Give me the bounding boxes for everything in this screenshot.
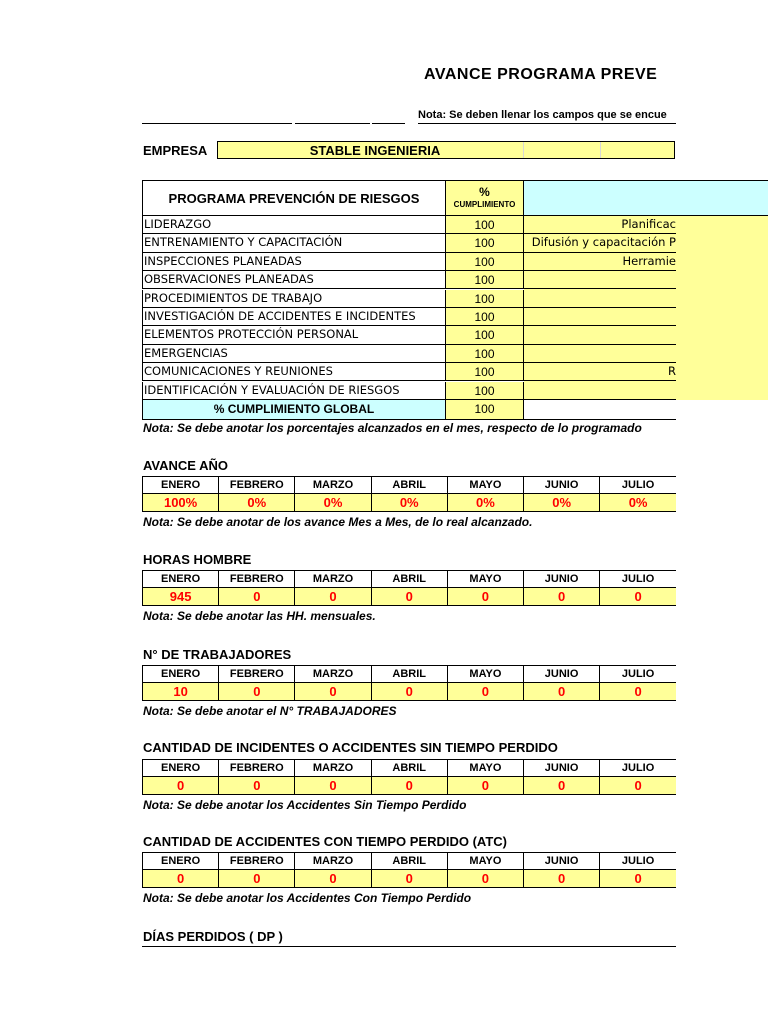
- horas-note: Nota: Se debe anotar las HH. mensuales.: [143, 609, 376, 623]
- avance-table: [142, 476, 676, 512]
- month-header-junio: JUNIO: [524, 477, 600, 494]
- month-header-mayo: MAYO: [447, 666, 523, 683]
- programa-row-description: R: [524, 363, 676, 381]
- month-header-enero: ENERO: [143, 666, 219, 683]
- month-value-row: [143, 777, 677, 795]
- atc-value-abril[interactable]: 0: [371, 870, 447, 888]
- atc-note: Nota: Se debe anotar los Accidentes Con Tiempo Perdido: [143, 891, 472, 905]
- programa-row-value[interactable]: 100: [446, 382, 524, 400]
- programa-row: [142, 308, 676, 326]
- avance-value-marzo[interactable]: 0%: [295, 494, 371, 512]
- month-header-enero: ENERO: [143, 760, 219, 777]
- programa-row-label: PROCEDIMIENTOS DE TRABAJO: [142, 290, 446, 308]
- month-header-mayo: MAYO: [447, 477, 523, 494]
- programa-row-description: [524, 271, 676, 289]
- top-note: Nota: Se deben llenar los campos que se encue: [418, 109, 667, 121]
- month-header-junio: JUNIO: [524, 666, 600, 683]
- horas-value-julio[interactable]: 0: [600, 588, 676, 606]
- trabajadores-table: [142, 665, 676, 701]
- cumplimiento-header: % CUMPLIMIENTO: [446, 180, 524, 216]
- month-header-row: [143, 760, 677, 777]
- month-header-row: [143, 853, 677, 870]
- month-header-junio: JUNIO: [524, 853, 600, 870]
- programa-row-value[interactable]: 100: [446, 363, 524, 381]
- month-value-row: [143, 870, 677, 888]
- month-header-mayo: MAYO: [447, 760, 523, 777]
- horas-table: [142, 570, 676, 606]
- avance-value-mayo[interactable]: 0%: [447, 494, 523, 512]
- month-header-marzo: MARZO: [295, 477, 371, 494]
- month-header-abril: ABRIL: [371, 477, 447, 494]
- incidentes-title: CANTIDAD DE INCIDENTES O ACCIDENTES SIN TIEMPO PERDIDO: [143, 740, 558, 755]
- programa-row-description: Difusión y capacitación P: [524, 234, 676, 252]
- month-header-abril: ABRIL: [371, 571, 447, 588]
- header-rule: [142, 123, 292, 124]
- programa-row-value[interactable]: 100: [446, 216, 524, 234]
- month-header-marzo: MARZO: [295, 666, 371, 683]
- month-header-junio: JUNIO: [524, 571, 600, 588]
- programa-row: [142, 290, 676, 308]
- empresa-label: EMPRESA: [143, 143, 208, 158]
- horas-value-abril[interactable]: 0: [371, 588, 447, 606]
- avance-title: AVANCE AÑO: [143, 458, 228, 473]
- trabajadores-note: Nota: Se debe anotar el N° TRABAJADORES: [143, 704, 397, 718]
- incidentes-value-julio[interactable]: 0: [600, 777, 676, 795]
- programa-row-description: [524, 290, 676, 308]
- month-header-marzo: MARZO: [295, 760, 371, 777]
- month-header-mayo: MAYO: [447, 571, 523, 588]
- month-value-row: [143, 494, 677, 512]
- dias-rule: [142, 946, 676, 947]
- horas-value-mayo[interactable]: 0: [447, 588, 523, 606]
- programa-row: [142, 234, 676, 252]
- month-header-row: [143, 666, 677, 683]
- programa-row-label: ENTRENAMIENTO Y CAPACITACIÓN: [142, 234, 446, 252]
- month-header-julio: JULIO: [600, 666, 676, 683]
- month-header-marzo: MARZO: [295, 853, 371, 870]
- programa-row: [142, 326, 676, 344]
- atc-value-marzo[interactable]: 0: [295, 870, 371, 888]
- horas-value-enero[interactable]: 945: [143, 588, 219, 606]
- horas-value-marzo[interactable]: 0: [295, 588, 371, 606]
- incidentes-value-junio[interactable]: 0: [524, 777, 600, 795]
- programa-row: [142, 382, 676, 400]
- avance-note: Nota: Se debe anotar de los avance Mes a Mes, de lo real alcanzado.: [143, 515, 533, 529]
- programa-row-label: EMERGENCIAS: [142, 345, 446, 363]
- incidentes-value-abril[interactable]: 0: [371, 777, 447, 795]
- avance-value-julio[interactable]: 0%: [600, 494, 676, 512]
- trabajadores-value-julio[interactable]: 0: [600, 683, 676, 701]
- programa-row-description: [524, 345, 676, 363]
- global-label: % CUMPLIMIENTO GLOBAL: [142, 400, 446, 420]
- programa-row-label: INSPECCIONES PLANEADAS: [142, 253, 446, 271]
- month-header-marzo: MARZO: [295, 571, 371, 588]
- incidentes-table: [142, 759, 676, 795]
- programa-header: PROGRAMA PREVENCIÓN DE RIESGOS: [142, 180, 446, 216]
- trabajadores-value-marzo[interactable]: 0: [295, 683, 371, 701]
- atc-title: CANTIDAD DE ACCIDENTES CON TIEMPO PERDIDO (ATC): [143, 834, 507, 849]
- avance-value-enero[interactable]: 100%: [143, 494, 219, 512]
- global-description: [524, 400, 676, 420]
- programa-note: Nota: Se debe anotar los porcentajes alcanzados en el mes, respecto de lo programado: [143, 421, 642, 435]
- month-header-febrero: FEBRERO: [219, 760, 295, 777]
- month-header-abril: ABRIL: [371, 853, 447, 870]
- programa-row-value[interactable]: 100: [446, 253, 524, 271]
- atc-value-junio[interactable]: 0: [524, 870, 600, 888]
- page-title: AVANCE PROGRAMA PREVE: [424, 66, 658, 83]
- programa-row: [142, 363, 676, 381]
- horas-value-febrero[interactable]: 0: [219, 588, 295, 606]
- programa-row: [142, 216, 676, 234]
- trabajadores-value-mayo[interactable]: 0: [447, 683, 523, 701]
- month-header-febrero: FEBRERO: [219, 853, 295, 870]
- empresa-value: STABLE INGENIERIA: [309, 143, 441, 158]
- programa-row-description: [524, 308, 676, 326]
- month-header-julio: JULIO: [600, 853, 676, 870]
- header-rule: [295, 123, 370, 124]
- programa-row-description: Planificac: [524, 216, 676, 234]
- month-header-enero: ENERO: [143, 853, 219, 870]
- programa-row-label: ELEMENTOS PROTECCIÓN PERSONAL: [142, 326, 446, 344]
- month-header-febrero: FEBRERO: [219, 477, 295, 494]
- horas-value-junio[interactable]: 0: [524, 588, 600, 606]
- month-header-febrero: FEBRERO: [219, 666, 295, 683]
- month-header-julio: JULIO: [600, 571, 676, 588]
- trabajadores-value-abril[interactable]: 0: [371, 683, 447, 701]
- month-header-enero: ENERO: [143, 571, 219, 588]
- programa-row-label: OBSERVACIONES PLANEADAS: [142, 271, 446, 289]
- description-header: [524, 180, 768, 216]
- atc-value-enero[interactable]: 0: [143, 870, 219, 888]
- programa-row-label: LIDERAZGO: [142, 216, 446, 234]
- programa-row-value[interactable]: 100: [446, 271, 524, 289]
- month-header-mayo: MAYO: [447, 853, 523, 870]
- trabajadores-value-junio[interactable]: 0: [524, 683, 600, 701]
- month-header-junio: JUNIO: [524, 760, 600, 777]
- month-value-row: [143, 588, 677, 606]
- programa-row: [142, 253, 676, 271]
- programa-row-description: Herramie: [524, 253, 676, 271]
- trabajadores-value-enero[interactable]: 10: [143, 683, 219, 701]
- programa-row-value[interactable]: 100: [446, 308, 524, 326]
- horas-title: HORAS HOMBRE: [143, 552, 252, 567]
- programa-row-value[interactable]: 100: [446, 326, 524, 344]
- avance-value-abril[interactable]: 0%: [371, 494, 447, 512]
- programa-row-value[interactable]: 100: [446, 345, 524, 363]
- atc-value-febrero[interactable]: 0: [219, 870, 295, 888]
- programa-row-description: [524, 326, 676, 344]
- trabajadores-title: N° DE TRABAJADORES: [143, 647, 292, 662]
- dias-title: DÍAS PERDIDOS ( DP ): [143, 929, 283, 944]
- programa-row: [142, 271, 676, 289]
- month-header-abril: ABRIL: [371, 666, 447, 683]
- programa-row-label: COMUNICACIONES Y REUNIONES: [142, 363, 446, 381]
- programa-row-label: IDENTIFICACIÓN Y EVALUACIÓN DE RIESGOS: [142, 382, 446, 400]
- incidentes-value-marzo[interactable]: 0: [295, 777, 371, 795]
- month-header-abril: ABRIL: [371, 760, 447, 777]
- incidentes-value-mayo[interactable]: 0: [447, 777, 523, 795]
- global-value[interactable]: 100: [446, 400, 524, 420]
- month-header-row: [143, 477, 677, 494]
- month-header-enero: ENERO: [143, 477, 219, 494]
- programa-row-value[interactable]: 100: [446, 290, 524, 308]
- month-header-julio: JULIO: [600, 477, 676, 494]
- programa-row-label: INVESTIGACIÓN DE ACCIDENTES E INCIDENTES: [142, 308, 446, 326]
- avance-value-febrero[interactable]: 0%: [219, 494, 295, 512]
- month-header-row: [143, 571, 677, 588]
- incidentes-note: Nota: Se debe anotar los Accidentes Sin Tiempo Perdido: [143, 798, 467, 812]
- header-rule: [418, 123, 676, 124]
- header-rule: [372, 123, 405, 124]
- programa-row-description: [524, 382, 676, 400]
- avance-value-junio[interactable]: 0%: [524, 494, 600, 512]
- programa-row: [142, 345, 676, 363]
- month-value-row: [143, 683, 677, 701]
- atc-value-mayo[interactable]: 0: [447, 870, 523, 888]
- programa-row-value[interactable]: 100: [446, 234, 524, 252]
- month-header-febrero: FEBRERO: [219, 571, 295, 588]
- trabajadores-value-febrero[interactable]: 0: [219, 683, 295, 701]
- month-header-julio: JULIO: [600, 760, 676, 777]
- atc-table: [142, 852, 676, 888]
- incidentes-value-enero[interactable]: 0: [143, 777, 219, 795]
- incidentes-value-febrero[interactable]: 0: [219, 777, 295, 795]
- atc-value-julio[interactable]: 0: [600, 870, 676, 888]
